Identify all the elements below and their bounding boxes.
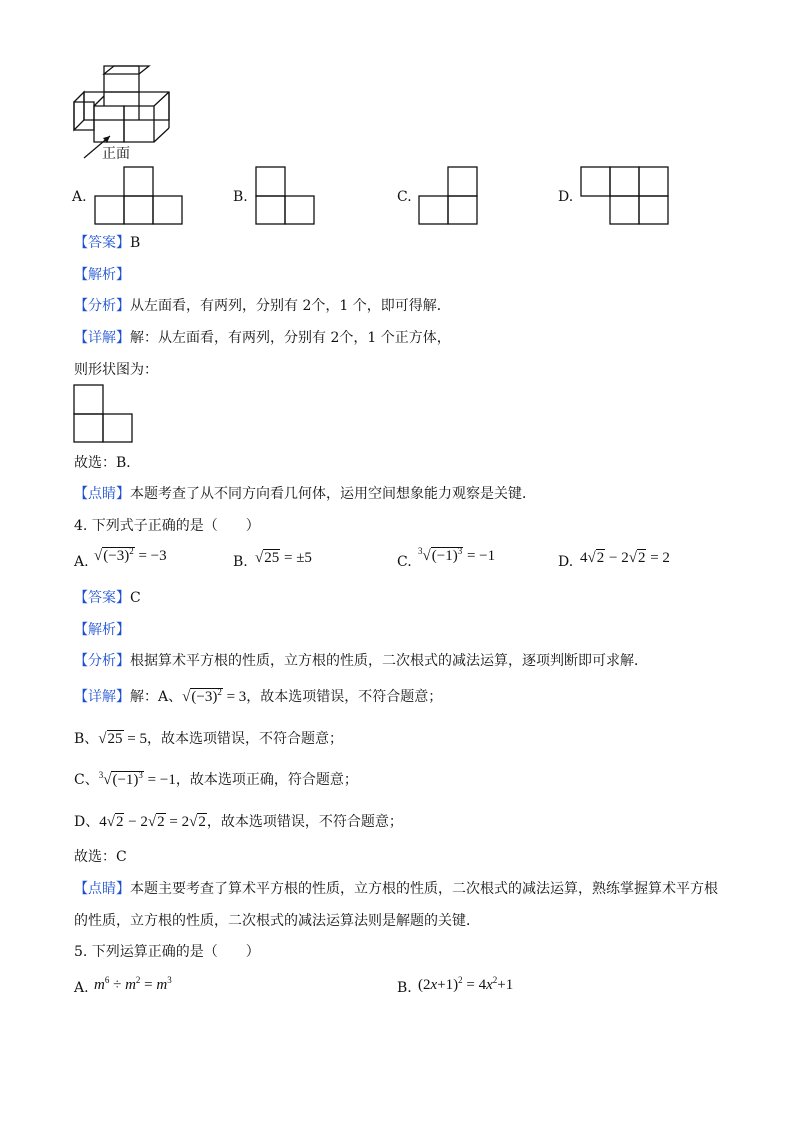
answer-tag: 【答案】 — [74, 235, 130, 251]
q4-answer-line — [74, 589, 141, 607]
option-c-shape — [419, 167, 481, 227]
xiangjie-text: 解：从左面看，有两列，分别有 2个，1 个正方体， — [130, 330, 451, 346]
q4-detail-c-formula: $^3√(-1)^3 = -1$ — [98, 770, 176, 788]
q4-detail-c — [74, 771, 358, 789]
q4-detail-d-formula: 4√2 − 2√2 = 2√2 — [99, 814, 206, 830]
q4-choose: 故选：C — [74, 849, 127, 865]
analysis-tag: 【解析】 — [74, 267, 130, 283]
q4-option-d-formula: 4√2 − 2√2 = 2 — [580, 550, 670, 566]
q3-choose: 故选：B． — [74, 455, 141, 471]
q5-stem: 5. 下列运算正确的是（ ） — [74, 944, 260, 960]
q4-xiangjie-tag: 【详解】 — [74, 689, 130, 705]
q4-detail-d — [74, 813, 403, 831]
q3-fenxi-line — [74, 297, 451, 315]
q4-fenxi-line — [74, 652, 648, 670]
q4-detail-a-suffix: ，故本选项错误，不符合题意； — [246, 689, 443, 705]
q4-detail-c-prefix: C、 — [74, 772, 99, 788]
dianjing-tag: 【点睛】 — [74, 486, 130, 502]
q4-analysis-tag: 【解析】 — [74, 622, 130, 638]
q4-option-a-label: A. — [74, 554, 89, 570]
q5-option-b-label: B. — [397, 980, 412, 996]
q4-fenxi-tag: 【分析】 — [74, 653, 130, 669]
q5-option-b-formula: $(2x+1)^2 = 4x^2+1$ — [418, 975, 514, 993]
q4-option-d-label: D. — [558, 554, 574, 570]
option-b-shape — [256, 167, 318, 227]
q4-dianjing-line1 — [74, 880, 718, 898]
option-b-label: B. — [233, 189, 248, 205]
q4-detail-d-prefix: D、 — [74, 814, 100, 830]
q4-detail-c-suffix: ，故本选项正确，符合题意； — [175, 772, 358, 788]
option-a-label: A. — [72, 189, 87, 205]
option-a-shape — [95, 167, 185, 227]
q4-detail-b-suffix: ，故本选项错误，不符合题意； — [147, 731, 343, 747]
option-d-shape — [581, 167, 701, 227]
q4-detail-a-prefix: 解：A、 — [130, 689, 183, 705]
shape-intro: 则形状图为： — [74, 362, 158, 378]
q4-stem: 4. 下列式子正确的是（ ） — [74, 518, 260, 534]
dianjing-text: 本题考查了从不同方向看几何体，运用空间想象能力观察是关键． — [130, 486, 536, 502]
xiangjie-tag: 【详解】 — [74, 330, 130, 346]
q4-option-b-label: B. — [233, 554, 248, 570]
option-d-label: D. — [558, 189, 574, 205]
q4-option-c-label: C. — [397, 554, 412, 570]
q3-answer-line — [74, 234, 140, 252]
q4-fenxi-text: 根据算术平方根的性质，立方根的性质，二次根式的减法运算，逐项判断即可求解． — [130, 653, 648, 669]
left-view-shape — [74, 385, 136, 445]
q3-dianjing-line — [74, 485, 536, 503]
fenxi-text: 从左面看，有两列，分别有 2个，1 个，即可得解． — [130, 298, 451, 314]
q4-detail-b-formula: √25 = 5 — [98, 731, 147, 747]
q4-option-a-formula: $√(-3)^2 = -3$ — [94, 546, 167, 564]
q4-answer-value: C — [130, 590, 141, 606]
q4-detail-b-prefix: B、 — [74, 731, 99, 747]
q3-xiangjie-line — [74, 329, 451, 347]
q4-detail-b — [74, 730, 343, 748]
q4-detail-a-formula: $√(-3)^2 = 3$ — [182, 687, 247, 705]
q4-dianjing-tag: 【点睛】 — [74, 881, 130, 897]
fenxi-tag: 【分析】 — [74, 298, 130, 314]
q4-option-c-formula: $^3√(-1)^3 = -1$ — [418, 546, 496, 564]
q4-dianjing-line2: 的性质，立方根的性质，二次根式的减法运算法则是解题的关键． — [74, 913, 480, 929]
q4-detail-a — [74, 688, 442, 706]
q4-answer-tag: 【答案】 — [74, 590, 130, 606]
q4-dianjing-text1: 本题主要考查了算术平方根的性质，立方根的性质，二次根式的减法运算，熟练掌握算术平方根 — [130, 881, 718, 897]
front-label: 正面 — [102, 146, 130, 162]
option-c-label: C. — [397, 189, 412, 205]
q5-option-a-formula: $m^6 \div m^2 = m^3$ — [94, 975, 172, 993]
q4-detail-d-suffix: ，故本选项错误，不符合题意； — [206, 814, 403, 830]
q5-option-a-label: A. — [74, 980, 89, 996]
q4-option-b-formula: √25 = ±5 — [255, 550, 312, 566]
answer-value: B — [130, 235, 141, 251]
